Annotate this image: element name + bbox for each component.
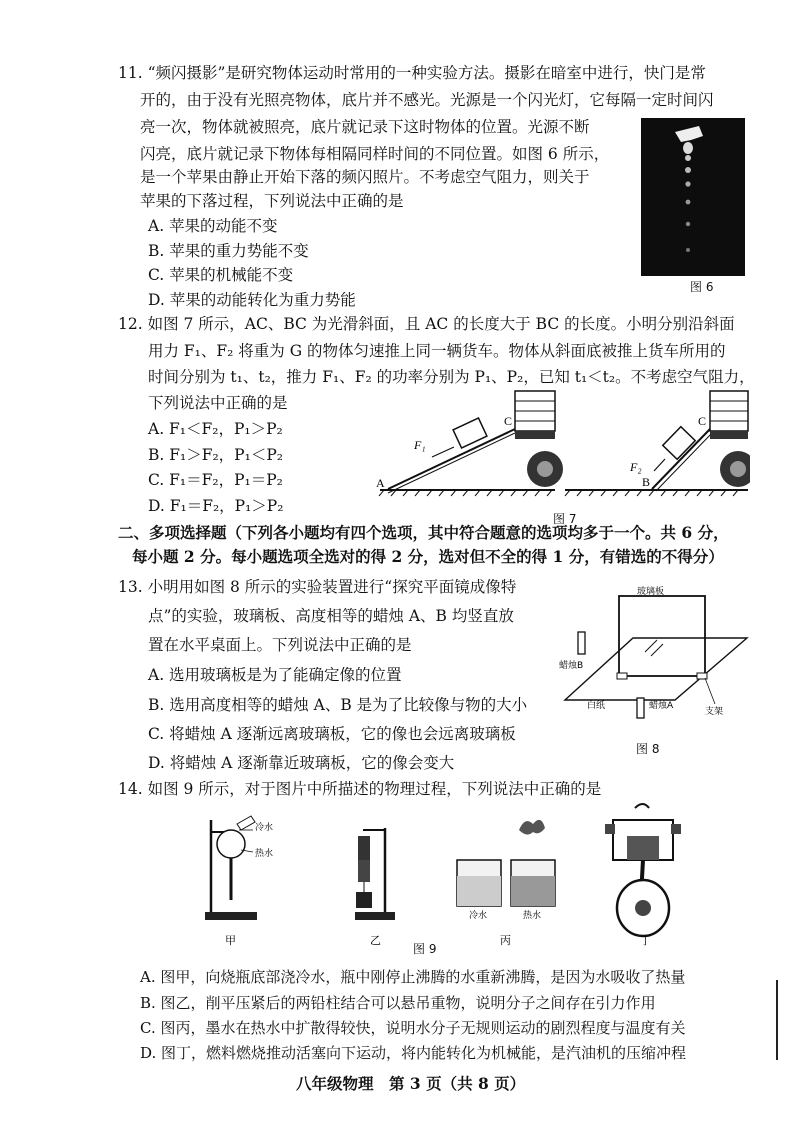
label-b: B [642, 475, 651, 489]
q13-option-b: B. 选用高度相等的蜡烛 A、B 是为了比较像与物的大小 [148, 696, 528, 714]
q13-line-3: 置在水平桌面上。下列说法中正确的是 [148, 636, 412, 654]
q13-line-1: 13. 小明用如图 8 所示的实验装置进行“探究平面镜成像特 [118, 578, 517, 596]
q14-line: 14. 如图 9 所示，对于图片中所描述的物理过程，下列说法中正确的是 [118, 780, 602, 798]
margin-line [776, 980, 778, 1060]
label-hot-beaker: 热水 [523, 911, 542, 921]
q11-option-d: D. 苹果的动能转化为重力势能 [148, 291, 356, 309]
q14-option-d: D. 图丁，燃料燃烧推动活塞向下运动，将内能转化为机械能，是汽油机的压缩冲程 [140, 1044, 687, 1062]
label-cold-beaker: 冷水 [469, 911, 488, 921]
q12-option-b: B. F₁＞F₂，P₁＜P₂ [148, 446, 283, 464]
fig8-caption: 图 8 [636, 742, 660, 756]
section2-line-2: 每小题 2 分。每小题选项全选对的得 2 分，选对但不全的得 1 分，有错选的不得分） [132, 547, 724, 566]
label-a: A [376, 476, 385, 490]
q11-line-6: 苹果的下落过程，下列说法中正确的是 [140, 192, 404, 210]
label-glass: 玻璃板 [637, 587, 665, 597]
q13-option-d: D. 将蜡烛 A 逐渐靠近玻璃板，它的像会变大 [148, 754, 455, 772]
q12-line-2: 用力 F₁、F₂ 将重为 G 的物体匀速推上同一辆货车。物体从斜面底被推上货车所用的 [148, 342, 726, 360]
fig9-caption: 图 9 [413, 942, 437, 956]
label-candle-a: 蜡烛A [649, 701, 674, 711]
q13-line-2: 点”的实验，玻璃板、高度相等的蜡烛 A、B 均竖直放 [148, 607, 514, 625]
label-c-right: C [698, 414, 707, 428]
q13-option-a: A. 选用玻璃板是为了能确定像的位置 [148, 666, 402, 684]
label-f1: F₁ [414, 438, 426, 452]
q12-option-c: C. F₁＝F₂，P₁＝P₂ [148, 471, 283, 489]
q12-option-a: A. F₁＜F₂，P₁＞P₂ [148, 420, 283, 438]
fig9-bing-beakers [457, 820, 555, 921]
label-candle-b: 蜡烛B [559, 661, 584, 671]
sub-label-jia: 甲 [225, 934, 236, 947]
q11-option-a: A. 苹果的动能不变 [148, 217, 278, 235]
q11-line-2: 开的，由于没有光照亮物体，底片并不感光。光源是一个闪光灯，它每隔一定时间闪 [140, 91, 714, 109]
label-stand: 支架 [705, 707, 724, 717]
label-paper: 白纸 [587, 701, 606, 711]
sub-label-yi: 乙 [370, 934, 381, 947]
figure-7-ramps [370, 385, 750, 515]
sub-label-bing: 丙 [500, 934, 511, 947]
label-f2: F₂ [630, 460, 642, 474]
q14-option-b: B. 图乙，削平压紧后的两铅柱结合可以悬吊重物，说明分子之间存在引力作用 [140, 994, 656, 1012]
fig9-yi-lead-cylinders [355, 828, 395, 920]
q12-option-d: D. F₁＝F₂，P₁＞P₂ [148, 497, 284, 515]
fig9-ding-engine [605, 804, 681, 936]
figure-9-four-pictures [195, 800, 755, 950]
strobe-photo-apple [641, 118, 745, 276]
section2-line-1: 二、多项选择题（下列各小题均有四个选项，其中符合题意的选项均多于一个。共 6 分， [118, 523, 729, 542]
fig7-caption: 图 7 [553, 512, 577, 526]
q13-option-c: C. 将蜡烛 A 逐渐远离玻璃板，它的像也会远离玻璃板 [148, 725, 516, 743]
q11-option-b: B. 苹果的重力势能不变 [148, 242, 309, 260]
q12-line-3: 时间分别为 t₁、t₂，推力 F₁、F₂ 的功率分别为 P₁、P₂，已知 t₁＜t₂。不考虑空气阻力， [148, 368, 755, 386]
q12-line-1: 12. 如图 7 所示，AC、BC 为光滑斜面，且 AC 的长度大于 BC 的长度。小明分别沿斜面 [118, 315, 735, 333]
fig9-jia-flask [205, 816, 273, 920]
label-c-left: C [504, 414, 513, 428]
page-footer: 八年级物理 第 3 页（共 8 页） [296, 1074, 526, 1093]
fig6-caption: 图 6 [690, 280, 714, 294]
label-cold-water: 冷水 [255, 823, 274, 833]
sub-label-ding: 丁 [640, 934, 651, 947]
q11-line-1: 11. “频闪摄影”是研究物体运动时常用的一种实验方法。摄影在暗室中进行，快门是常 [118, 64, 706, 82]
q11-line-4: 闪亮，底片就记录下物体每相隔同样时间的不同位置。如图 6 所示， [140, 145, 610, 163]
q12-line-4: 下列说法中正确的是 [148, 394, 288, 412]
label-hot-water: 热水 [255, 849, 274, 859]
q11-option-c: C. 苹果的机械能不变 [148, 266, 294, 284]
q14-option-a: A. 图甲，向烧瓶底部浇冷水，瓶中刚停止沸腾的水重新沸腾，是因为水吸收了热量 [140, 968, 686, 986]
q11-line-5: 是一个苹果由静止开始下落的频闪照片。不考虑空气阻力，则关于 [140, 168, 590, 186]
q11-line-3: 亮一次，物体就被照亮，底片就记录下这时物体的位置。光源不断 [140, 118, 590, 136]
q14-option-c: C. 图丙，墨水在热水中扩散得较快，说明水分子无规则运动的剧烈程度与温度有关 [140, 1019, 686, 1037]
figure-8-mirror-setup [555, 580, 755, 730]
